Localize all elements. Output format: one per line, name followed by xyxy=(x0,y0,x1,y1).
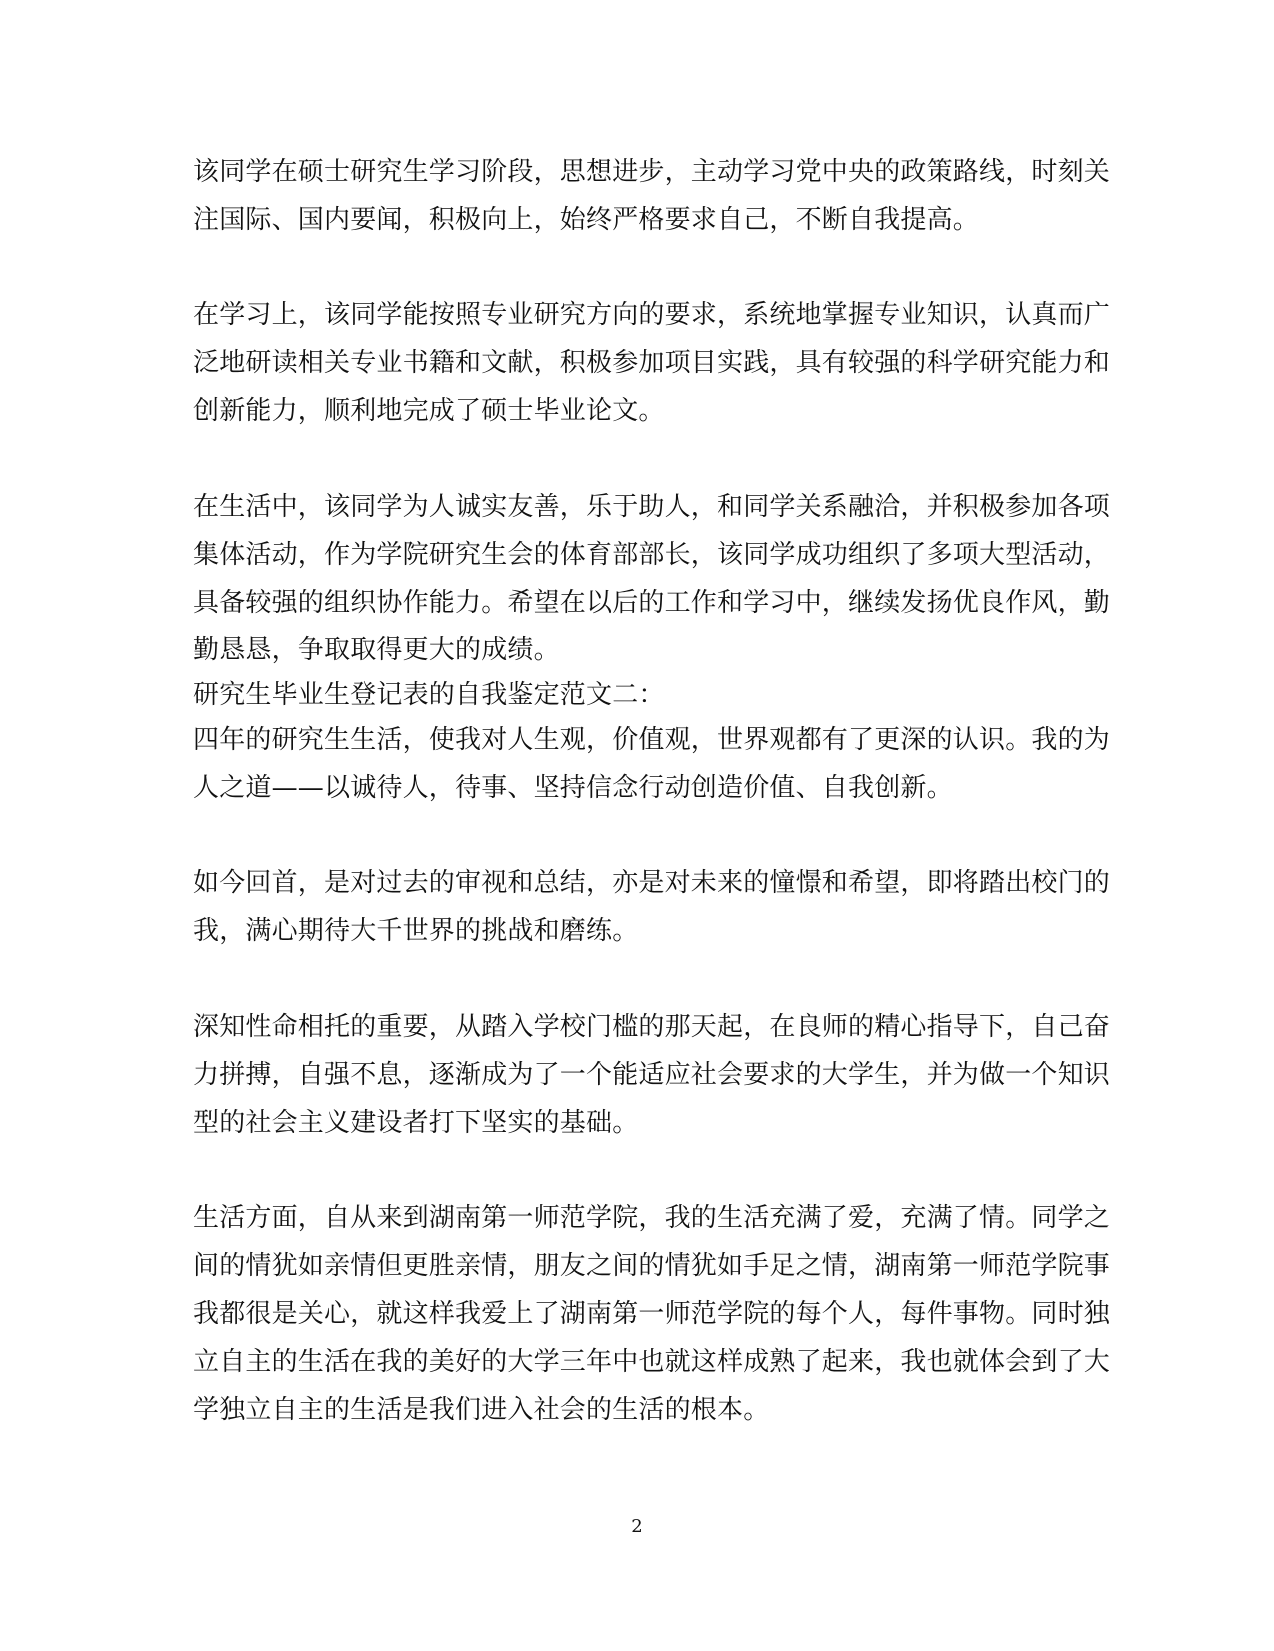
text-line: 该同学在硕士研究生学习阶段，思想进步，主动学习党中央的政策路线，时刻关 xyxy=(193,157,1111,187)
text-line: 勤恳恳，争取取得更大的成绩。 xyxy=(193,635,560,665)
text-line: 创新能力，顺利地完成了硕士毕业论文。 xyxy=(193,396,665,426)
text-line: 四年的研究生生活，使我对人生观，价值观，世界观都有了更深的认识。我的为 xyxy=(193,725,1111,755)
text-line: 泛地研读相关专业书籍和文献，积极参加项目实践，具有较强的科学研究能力和 xyxy=(193,348,1111,378)
text-line: 学独立自主的生活是我们进入社会的生活的根本。 xyxy=(193,1395,770,1425)
text-line: 立自主的生活在我的美好的大学三年中也就这样成熟了起来，我也就体会到了大 xyxy=(193,1347,1111,1377)
text-line: 集体活动，作为学院研究生会的体育部部长，该同学成功组织了多项大型活动， xyxy=(193,540,1111,570)
text-line: 力拼搏，自强不息，逐渐成为了一个能适应社会要求的大学生，并为做一个知识 xyxy=(193,1060,1111,1090)
text-line: 注国际、国内要闻，积极向上，始终严格要求自己，不断自我提高。 xyxy=(193,205,980,235)
text-line: 型的社会主义建设者打下坚实的基础。 xyxy=(193,1108,639,1138)
text-line: 生活方面，自从来到湖南第一师范学院，我的生活充满了爱，充满了情。同学之 xyxy=(193,1203,1111,1233)
text-line: 深知性命相托的重要，从踏入学校门槛的那天起，在良师的精心指导下，自己奋 xyxy=(193,1012,1111,1042)
page-number: 2 xyxy=(631,1516,643,1537)
text-line: 如今回首，是对过去的审视和总结，亦是对未来的憧憬和希望，即将踏出校门的 xyxy=(193,868,1111,898)
text-line: 间的情犹如亲情但更胜亲情，朋友之间的情犹如手足之情，湖南第一师范学院事 xyxy=(193,1251,1111,1281)
section-heading: 研究生毕业生登记表的自我鉴定范文二： xyxy=(193,680,665,710)
text-line: 在学习上，该同学能按照专业研究方向的要求，系统地掌握专业知识，认真而广 xyxy=(193,300,1111,330)
text-line: 我，满心期待大千世界的挑战和磨练。 xyxy=(193,916,639,946)
text-line: 具备较强的组织协作能力。希望在以后的工作和学习中，继续发扬优良作风，勤 xyxy=(193,588,1111,618)
text-line: 人之道——以诚待人，待事、坚持信念行动创造价值、自我创新。 xyxy=(193,773,953,803)
text-line: 在生活中，该同学为人诚实友善，乐于助人，和同学关系融洽，并积极参加各项 xyxy=(193,492,1111,522)
text-line: 我都很是关心，就这样我爱上了湖南第一师范学院的每个人，每件事物。同时独 xyxy=(193,1299,1111,1329)
